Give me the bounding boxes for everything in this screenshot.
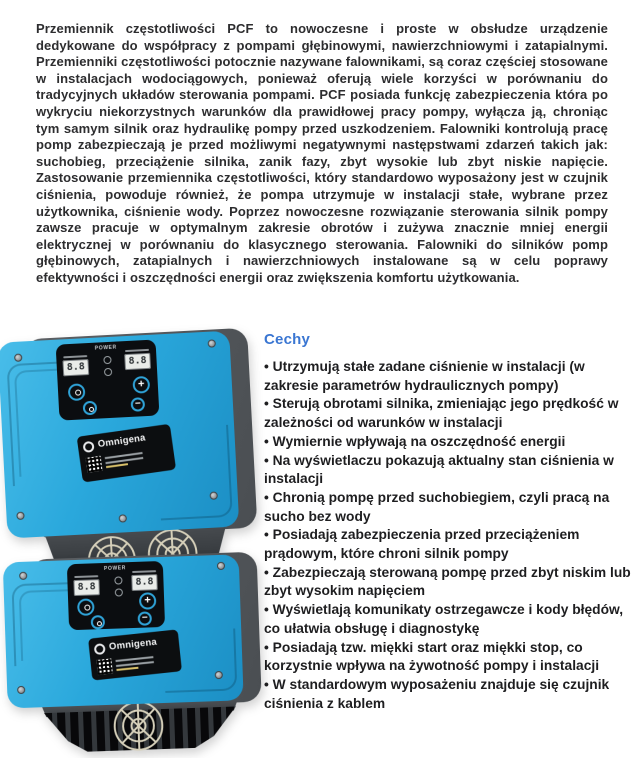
label-fine-print [105, 452, 145, 471]
screw-icon [217, 562, 225, 570]
power-label: POWER [103, 565, 127, 572]
status-led-icons [102, 356, 114, 396]
qr-code-icon [86, 456, 103, 473]
power-button [68, 383, 86, 401]
power-label: POWER [94, 344, 117, 352]
pressure-display-right: 8.8 [124, 353, 151, 370]
feature-item: • Posiadają zabezpieczenia przed przeciążeniem prądowym, które chroni silnik pompy [264, 526, 638, 563]
feature-item: • Sterują obrotami silnika, zmieniając jego prędkość w zależności od warunków w instalacji [264, 395, 638, 432]
feature-item: • Na wyświetlaczu pokazują aktualny stan ciśnienia w instalacji [264, 452, 638, 489]
device-front-face [0, 331, 239, 539]
features-heading: Cechy [264, 331, 311, 348]
screw-icon [17, 686, 25, 694]
plus-button: + [132, 376, 150, 394]
feature-item: • Zabezpieczają sterowaną pompę przed zbyt niskim lub zbyt wysokim napięciem [264, 564, 638, 601]
features-list [264, 358, 638, 713]
screw-icon [16, 512, 24, 520]
feature-item: • W standardowym wyposażeniu znajduje się czujnik ciśnienia z kablem [264, 676, 638, 713]
minus-button: − [130, 397, 145, 412]
label-fine-print [115, 656, 154, 673]
set-button [91, 615, 105, 629]
pressure-display-right: 8.8 [131, 574, 158, 591]
brand-name: Omnigena [97, 432, 147, 450]
groove-decoration [19, 589, 71, 661]
feature-item: • Chronią pompę przed suchobiegiem, czyli pracą na sucho bez wody [264, 489, 638, 526]
features-section [264, 331, 638, 713]
product-photo-inverter-fins [3, 552, 266, 757]
screw-icon [119, 514, 127, 522]
feature-item: • Utrzymują stałe zadane ciśnienie w instalacji (w zakresie parametrów hydraulicznych pompy) [264, 358, 638, 395]
display-caption-right [125, 349, 149, 352]
pressure-display-left: 8.8 [62, 359, 89, 376]
pressure-display-left: 8.8 [73, 579, 100, 596]
device-control-panel [67, 561, 165, 630]
device-control-panel [56, 339, 160, 420]
omnigena-logo-icon [82, 441, 94, 453]
feature-item: • Posiadają tzw. miękki start oraz miękki stop, co korzystnie wpływa na żywotność pompy i instalacji [264, 639, 638, 676]
feature-item: • Wymiernie wpływają na oszczędność energii [264, 433, 638, 452]
display-caption-right [132, 570, 156, 573]
device-front-face [3, 554, 244, 708]
qr-code-icon [96, 658, 112, 674]
plus-button: + [139, 592, 157, 610]
set-button [83, 401, 98, 416]
omnigena-logo-icon [94, 643, 106, 655]
brand-name: Omnigena [108, 636, 158, 653]
fan-grill-icon [110, 697, 168, 755]
display-caption-left [74, 575, 98, 578]
minus-button: − [138, 611, 152, 625]
screw-icon [208, 339, 216, 347]
screw-icon [14, 353, 22, 361]
feature-item: • Wyświetlają komunikaty ostrzegawcze i kody błędów, co ułatwia obsługę i diagnostykę [264, 601, 638, 638]
status-led-icons [113, 576, 124, 616]
screw-icon [19, 572, 27, 580]
display-caption-left [63, 355, 87, 358]
product-description: Przemiennik częstotliwości PCF to nowoczesne i proste w obsłudze urządzenie dedykowane do współpracy z pompami głębinowymi, nawierzchniowymi i zatapialnymi. Przemienniki częstotliwości potocznie nazywane falownikami, są coraz częściej stosowane w instalacjach wodociągowych, ponieważ oferują wiele korzyści w porównaniu do tradycyjnych układów sterowania pompami. PCF posiada funkcję zabezpieczenia która po wykryciu niekorzystnych warunków dla prawidłowej pracy pompy, wyłącza ją, chroniąc tym samym silnik oraz hydraulikę pompy przed uszkodzeniem. Falowniki kontrolują pracę pomp zabezpieczają je przed możliwymi negatywnymi następstwami zdarzeń takich jak: suchobieg, przeciążenie silnika, zanik fazy, zbyt wysokie lub zbyt niskie napięcie. Zastosowanie przemiennika częstotliwości, który standardowo wyposażony jest w czujnik ciśnienia, powoduje również, że pompa utrzymuje w instalacji stałe, wybrane przez użytkownika, ciśnienie wody. Poprzez nowoczesne rozwiązanie sterowania silnik pompy zawsze pracuje w optymalnym zakresie obrotów i zużywa znacznie mniej energii elektrycznej w porównaniu do klasycznego sterowania. Falowniki do silników pomp głębinowych, zatapialnych i nawierzchniowych instalowane są w celu poprawy efektywności i oszczędności energii oraz zwiększenia komfortu użytkowania. [36, 21, 608, 285]
power-button [77, 598, 95, 616]
